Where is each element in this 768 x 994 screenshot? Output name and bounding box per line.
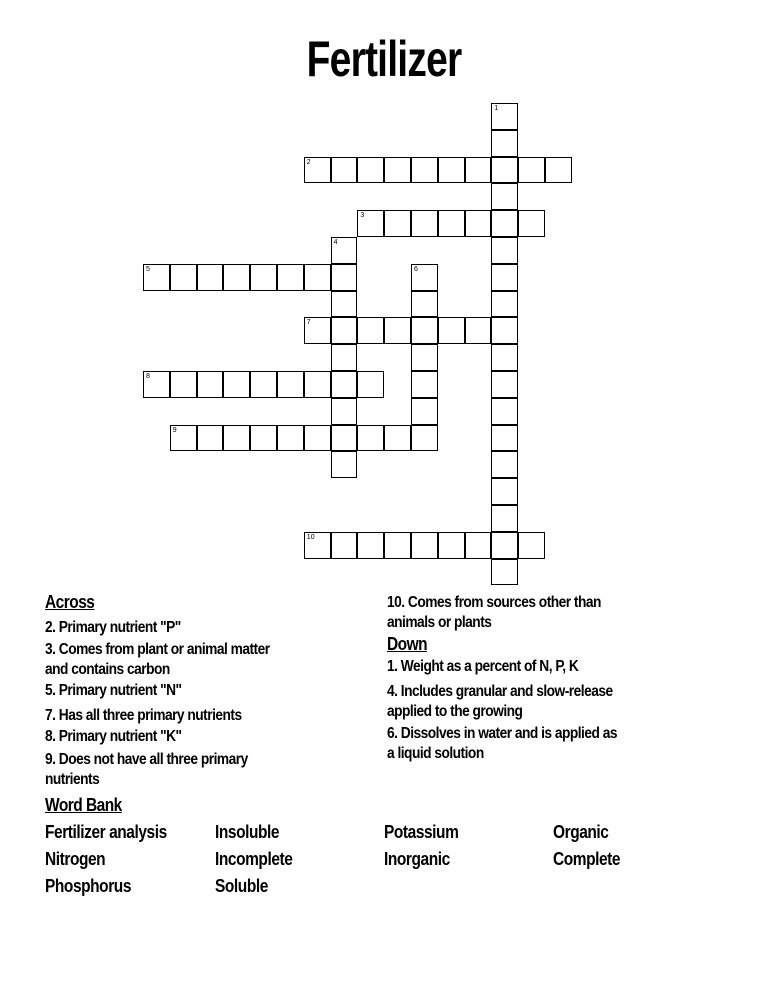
grid-cell[interactable] [411, 371, 438, 398]
grid-cell[interactable] [357, 157, 384, 184]
grid-cell[interactable] [491, 264, 518, 291]
grid-cell[interactable] [491, 398, 518, 425]
grid-cell[interactable] [411, 425, 438, 452]
clue-text: Primary nutrient "N" [58, 682, 182, 699]
clue-number: 5. [45, 682, 56, 699]
clue-across-9-cont: nutrients [45, 771, 100, 788]
grid-cell[interactable] [331, 344, 358, 371]
grid-cell[interactable] [223, 371, 250, 398]
clue-across-10 [387, 593, 601, 613]
down-heading: Down [387, 634, 428, 654]
clue-number: 10. [387, 594, 405, 611]
grid-cell[interactable] [438, 157, 465, 184]
clue-across-10-cont: animals or plants [387, 614, 492, 631]
grid-cell[interactable] [331, 157, 358, 184]
clue-across-7 [45, 706, 242, 726]
across-heading: Across [45, 592, 95, 612]
grid-cell[interactable] [491, 130, 518, 157]
grid-cell[interactable] [250, 425, 277, 452]
clue-text: Primary nutrient "K" [58, 728, 182, 745]
grid-cell[interactable] [491, 210, 518, 237]
clue-text: Includes granular and slow-release [400, 683, 613, 700]
grid-cell[interactable] [438, 532, 465, 559]
grid-cell[interactable] [170, 264, 197, 291]
clue-text: Does not have all three primary [58, 751, 248, 768]
word-bank-item: Complete [553, 849, 621, 869]
clue-down-6-cont: a liquid solution [387, 745, 484, 762]
page-title: Fertilizer [306, 31, 462, 87]
word-bank-heading: Word Bank [45, 795, 122, 815]
grid-cell[interactable] [331, 237, 358, 264]
grid-cell[interactable] [491, 559, 518, 586]
grid-cell[interactable] [331, 317, 358, 344]
grid-cell[interactable] [491, 451, 518, 478]
grid-cell[interactable] [304, 425, 331, 452]
cell-number: 8 [146, 373, 150, 380]
clue-down-4 [387, 682, 613, 702]
grid-cell[interactable] [197, 425, 224, 452]
grid-cell[interactable] [304, 371, 331, 398]
word-bank-item: Incomplete [215, 849, 293, 869]
grid-cell[interactable] [331, 532, 358, 559]
word-bank-item: Soluble [215, 876, 268, 896]
grid-cell[interactable] [223, 425, 250, 452]
grid-cell[interactable] [465, 210, 492, 237]
word-bank-item: Nitrogen [45, 849, 106, 869]
clue-across-2 [45, 618, 181, 638]
grid-cell[interactable] [223, 264, 250, 291]
grid-cell[interactable] [491, 478, 518, 505]
grid-cell[interactable] [143, 371, 170, 398]
grid-cell[interactable] [331, 425, 358, 452]
grid-cell[interactable] [491, 237, 518, 264]
clue-text: Comes from sources other than [407, 594, 601, 611]
clue-number: 2. [45, 619, 56, 636]
clue-down-1 [387, 657, 578, 677]
grid-cell[interactable] [491, 317, 518, 344]
word-bank-item: Fertilizer analysis [45, 822, 167, 842]
clue-text: Dissolves in water and is applied as [400, 725, 617, 742]
word-bank-item: Inorganic [384, 849, 450, 869]
clue-across-8 [45, 727, 182, 747]
grid-cell[interactable] [304, 532, 331, 559]
grid-cell[interactable] [491, 371, 518, 398]
clue-number: 1. [387, 658, 398, 675]
grid-cell[interactable] [384, 425, 411, 452]
grid-cell[interactable] [465, 157, 492, 184]
grid-cell[interactable] [170, 425, 197, 452]
grid-cell[interactable] [304, 157, 331, 184]
grid-cell[interactable] [170, 371, 197, 398]
grid-cell[interactable] [491, 532, 518, 559]
grid-cell[interactable] [384, 317, 411, 344]
grid-cell[interactable] [304, 317, 331, 344]
grid-cell[interactable] [384, 157, 411, 184]
grid-cell[interactable] [384, 210, 411, 237]
grid-cell[interactable] [277, 371, 304, 398]
grid-cell[interactable] [411, 532, 438, 559]
grid-cell[interactable] [384, 532, 411, 559]
grid-cell[interactable] [491, 103, 518, 130]
clue-number: 7. [45, 707, 56, 724]
grid-cell[interactable] [143, 264, 170, 291]
grid-cell[interactable] [304, 264, 331, 291]
grid-cell[interactable] [545, 157, 572, 184]
clue-text: Weight as a percent of N, P, K [400, 658, 579, 675]
grid-cell[interactable] [491, 505, 518, 532]
grid-cell[interactable] [197, 264, 224, 291]
cell-number: 6 [414, 265, 418, 273]
cell-number: 4 [333, 239, 338, 246]
clue-across-3 [45, 640, 270, 660]
clue-down-6 [387, 724, 617, 744]
clue-across-9 [45, 750, 248, 770]
cell-number: 3 [360, 212, 365, 220]
grid-cell[interactable] [465, 317, 492, 344]
cell-number: 5 [146, 265, 150, 273]
cell-number: 10 [306, 533, 315, 541]
grid-cell[interactable] [250, 371, 277, 398]
clue-number: 9. [45, 751, 56, 768]
grid-cell[interactable] [357, 532, 384, 559]
grid-cell[interactable] [491, 344, 518, 371]
cell-number: 2 [306, 158, 311, 166]
grid-cell[interactable] [411, 291, 438, 318]
grid-cell[interactable] [438, 317, 465, 344]
grid-cell[interactable] [411, 210, 438, 237]
grid-cell[interactable] [197, 371, 224, 398]
grid-cell[interactable] [411, 398, 438, 425]
clue-number: 4. [387, 683, 398, 700]
cell-number: 9 [172, 426, 177, 434]
grid-cell[interactable] [438, 210, 465, 237]
clue-down-4-cont: applied to the growing [387, 703, 523, 720]
clue-across-5 [45, 681, 182, 701]
grid-cell[interactable] [277, 425, 304, 452]
grid-cell[interactable] [465, 532, 492, 559]
grid-cell[interactable] [331, 371, 358, 398]
grid-cell[interactable] [491, 291, 518, 318]
grid-cell[interactable] [518, 210, 545, 237]
grid-cell[interactable] [331, 264, 358, 291]
grid-cell[interactable] [411, 264, 438, 291]
grid-cell[interactable] [331, 291, 358, 318]
word-bank-item: Potassium [384, 822, 459, 842]
grid-cell[interactable] [411, 157, 438, 184]
grid-cell[interactable] [411, 317, 438, 344]
grid-cell[interactable] [357, 425, 384, 452]
grid-cell[interactable] [491, 425, 518, 452]
clue-number: 6. [387, 725, 398, 742]
grid-cell[interactable] [250, 264, 277, 291]
grid-cell[interactable] [518, 532, 545, 559]
grid-cell[interactable] [357, 371, 384, 398]
clue-text: Has all three primary nutrients [58, 707, 242, 724]
grid-cell[interactable] [411, 344, 438, 371]
word-bank-item: Insoluble [215, 822, 280, 842]
cell-number: 1 [494, 105, 499, 112]
grid-cell[interactable] [357, 317, 384, 344]
grid-cell[interactable] [357, 210, 384, 237]
grid-cell[interactable] [491, 157, 518, 184]
grid-cell[interactable] [331, 398, 358, 425]
clue-text: Comes from plant or animal matter [58, 641, 270, 658]
grid-cell[interactable] [331, 451, 358, 478]
clue-number: 3. [45, 641, 56, 658]
word-bank-item: Organic [553, 822, 609, 842]
clue-across-3-cont: and contains carbon [45, 661, 170, 678]
grid-cell[interactable] [491, 183, 518, 210]
grid-cell[interactable] [277, 264, 304, 291]
clue-number: 8. [45, 728, 56, 745]
grid-cell[interactable] [518, 157, 545, 184]
clue-text: Primary nutrient "P" [58, 619, 181, 636]
word-bank-item: Phosphorus [45, 876, 132, 896]
cell-number: 7 [306, 319, 311, 327]
